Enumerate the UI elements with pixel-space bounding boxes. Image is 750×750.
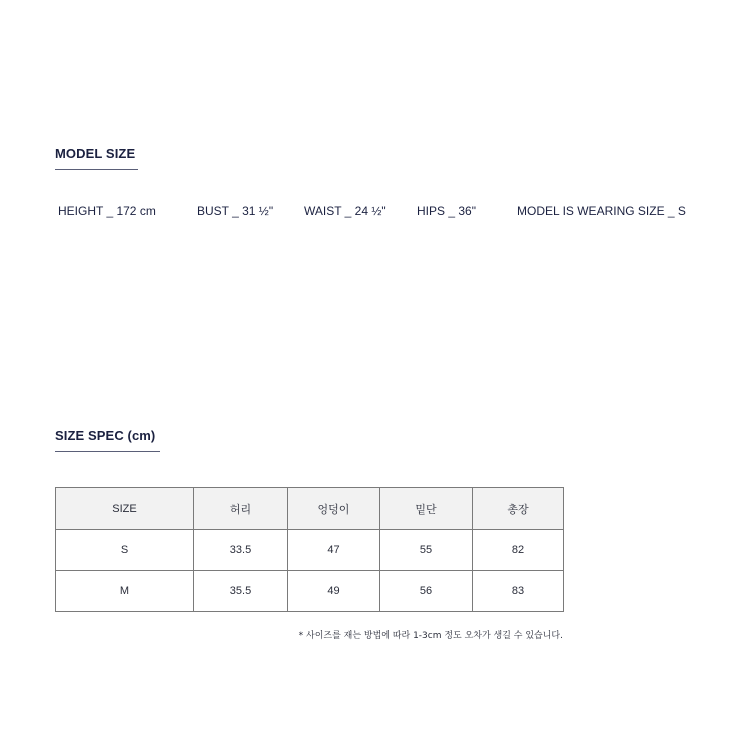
header-length: 총장 (473, 488, 564, 530)
header-waist: 허리 (194, 488, 288, 530)
cell-size: M (56, 571, 194, 612)
model-wearing-size: MODEL IS WEARING SIZE _ S (517, 204, 686, 218)
cell-length: 82 (473, 530, 564, 571)
table-row (56, 530, 564, 571)
model-size-title: MODEL SIZE (55, 146, 136, 161)
cell-hip: 49 (288, 571, 380, 612)
size-spec-table (55, 487, 564, 612)
cell-length: 83 (473, 571, 564, 612)
size-spec-divider (55, 451, 160, 452)
model-height: HEIGHT _ 172 cm (58, 204, 156, 218)
header-hip: 엉덩이 (288, 488, 380, 530)
table-header-row (56, 488, 564, 530)
header-hem: 밑단 (380, 488, 473, 530)
header-size: SIZE (56, 488, 194, 530)
cell-hem: 55 (380, 530, 473, 571)
model-waist: WAIST _ 24 ½" (304, 204, 386, 218)
model-hips: HIPS _ 36" (417, 204, 476, 218)
cell-waist: 35.5 (194, 571, 288, 612)
model-size-divider (55, 169, 138, 170)
cell-hip: 47 (288, 530, 380, 571)
size-spec-title: SIZE SPEC (cm) (55, 428, 156, 443)
measurement-note: * 사이즈를 재는 방법에 따라 1-3cm 정도 오차가 생길 수 있습니다. (298, 631, 563, 641)
table-row (56, 571, 564, 612)
cell-waist: 33.5 (194, 530, 288, 571)
cell-hem: 56 (380, 571, 473, 612)
cell-size: S (56, 530, 194, 571)
model-bust: BUST _ 31 ½" (197, 204, 274, 218)
